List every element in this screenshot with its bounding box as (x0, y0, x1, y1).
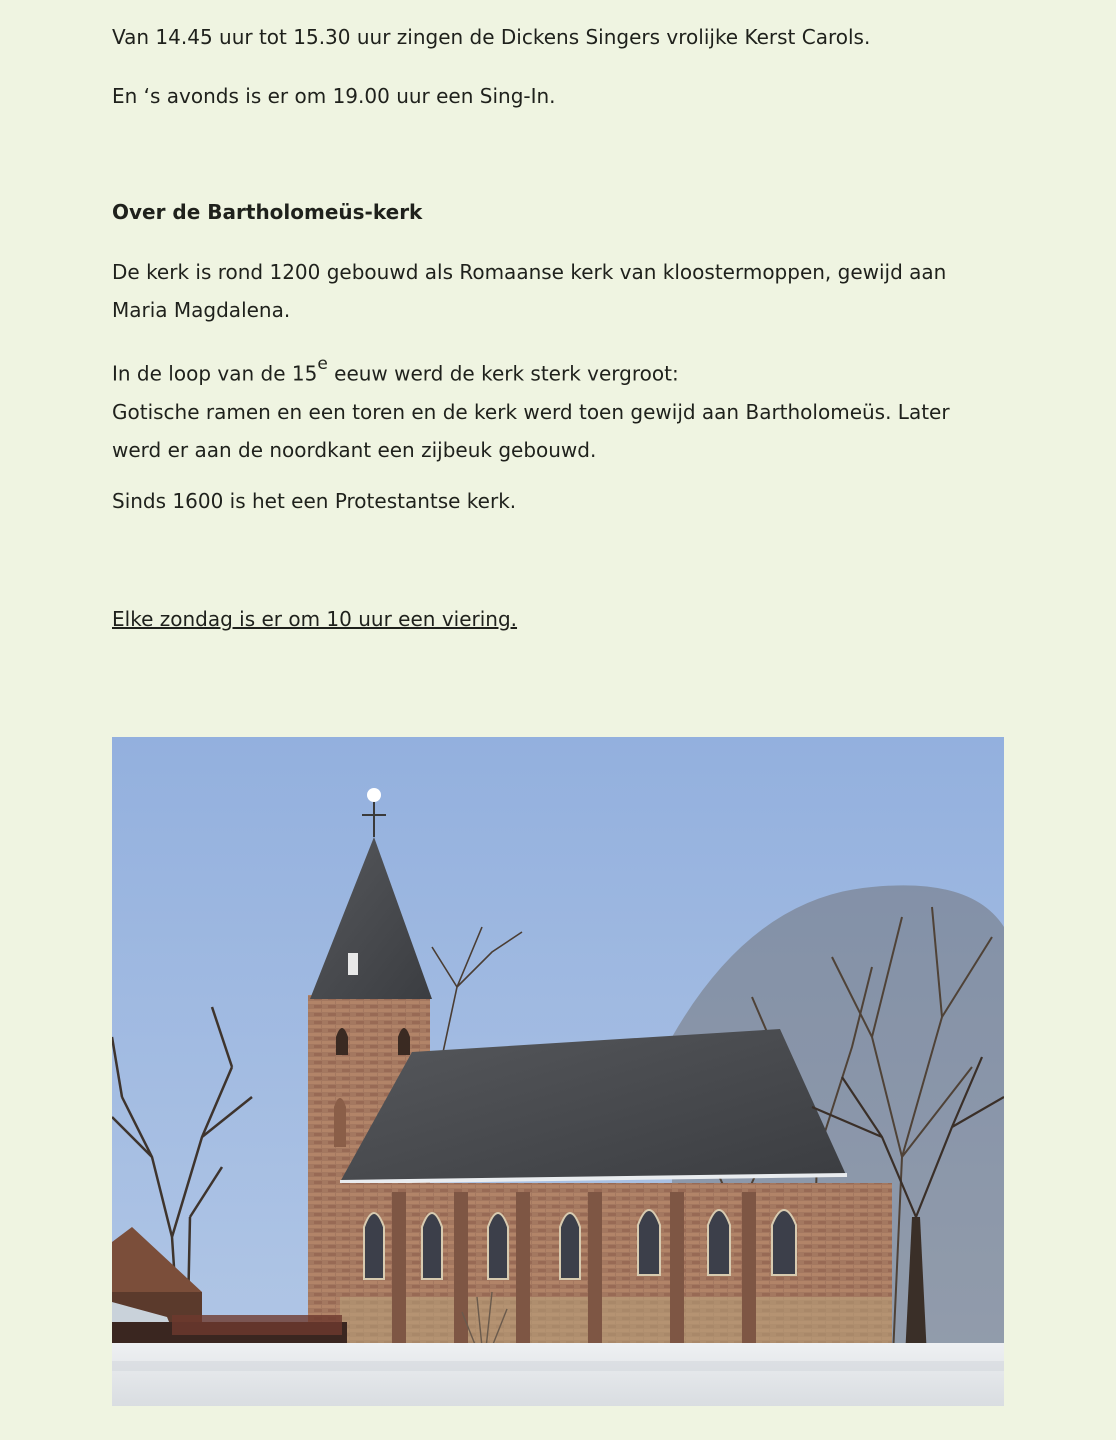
carols-paragraph: Van 14.45 uur tot 15.30 uur zingen de Dickens Singers vrolijke Kerst Carols. (112, 25, 871, 49)
sing-in-paragraph: En ‘s avonds is er om 19.00 uur een Sing-In. (112, 84, 556, 108)
history-paragraph-enlarged (112, 349, 1004, 469)
service-paragraph (112, 600, 1004, 638)
enlarged-prefix: In de loop van de 15 (112, 361, 318, 386)
church-photo (112, 737, 1004, 1406)
enlarged-suffix: eeuw werd de kerk sterk vergroot: (327, 361, 679, 386)
service-link[interactable]: Elke zondag is er om 10 uur een viering. (112, 607, 518, 631)
history-paragraph-built: De kerk is rond 1200 gebouwd als Romaanse kerk van kloostermoppen, gewijd aan Maria Magdalena. (112, 260, 947, 322)
history-paragraph-protestant: Sinds 1600 is het een Protestantse kerk. (112, 489, 517, 513)
snow-ground (112, 1343, 1004, 1406)
church-roof (340, 1029, 847, 1182)
gothic-text: Gotische ramen en een toren en de kerk werd toen gewijd aan Bartholomeüs. Later werd er aan de noordkant een zijbeuk gebouwd. (112, 399, 950, 462)
section-heading: Over de Bartholomeüs-kerk (112, 200, 423, 224)
century-superscript: e (317, 354, 328, 374)
